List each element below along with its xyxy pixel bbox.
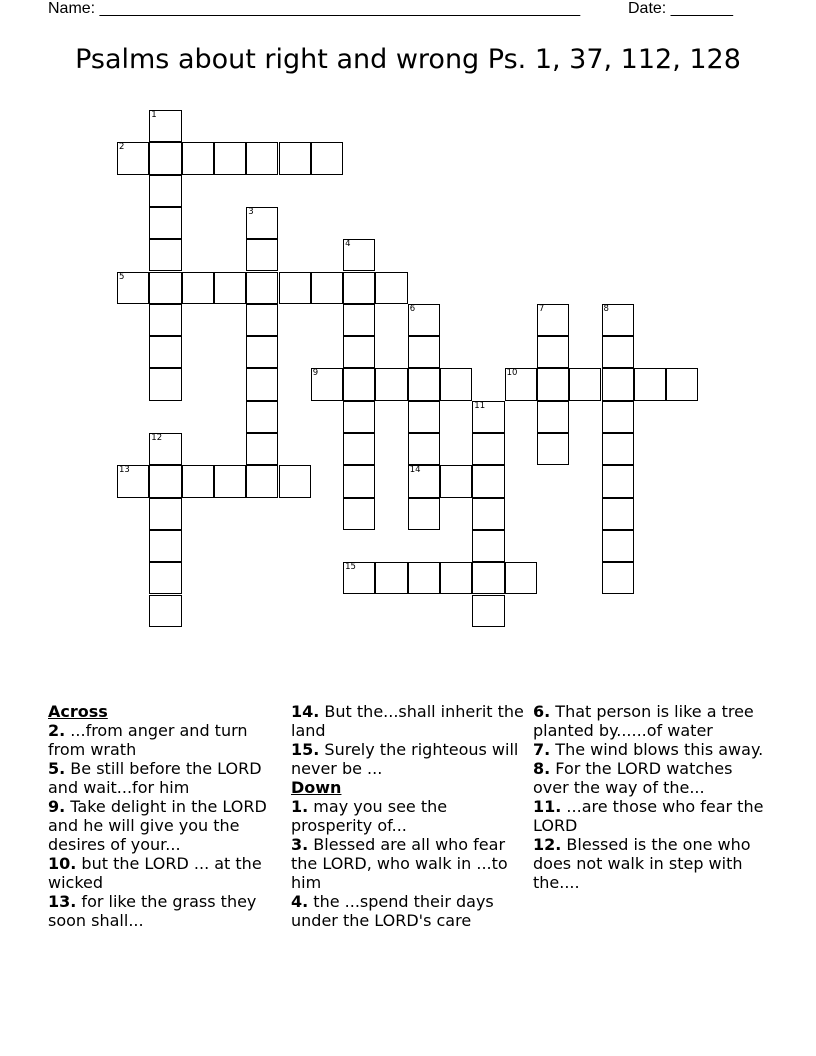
cell-number: 14 bbox=[409, 465, 421, 476]
clue-across-13: 13. for like the grass they soon shall... bbox=[48, 892, 257, 930]
clue-across-2: 2. ...from anger and turn from wrath bbox=[48, 721, 248, 759]
grid-cell[interactable] bbox=[602, 530, 634, 562]
cell-number: 7 bbox=[538, 303, 545, 314]
grid-cell[interactable] bbox=[149, 239, 181, 271]
cell-number: 15 bbox=[345, 562, 356, 573]
grid-cell[interactable] bbox=[246, 465, 278, 497]
grid-cell[interactable] bbox=[602, 368, 634, 400]
grid-cell[interactable] bbox=[117, 142, 149, 174]
grid-cell[interactable] bbox=[602, 433, 634, 465]
grid-cell[interactable] bbox=[246, 368, 278, 400]
grid-cell[interactable] bbox=[149, 175, 181, 207]
grid-cell[interactable] bbox=[440, 368, 472, 400]
grid-cell[interactable] bbox=[149, 304, 181, 336]
clue-column-1 bbox=[48, 702, 280, 930]
clue-down-8: 8. For the LORD watches over the way of the... bbox=[533, 759, 733, 797]
cell-number: 12 bbox=[151, 433, 163, 443]
grid-cell[interactable] bbox=[149, 110, 181, 142]
grid-cell[interactable] bbox=[375, 368, 407, 400]
clue-column-3 bbox=[533, 702, 773, 892]
grid-cell[interactable] bbox=[214, 142, 246, 174]
puzzle-title: Psalms about right and wrong Ps. 1, 37, 112, 128 bbox=[75, 44, 741, 75]
grid-cell[interactable] bbox=[505, 562, 537, 594]
cell-number: 11 bbox=[474, 400, 486, 411]
grid-cell[interactable] bbox=[602, 401, 634, 433]
grid-cell[interactable] bbox=[279, 465, 311, 497]
cell-number: 3 bbox=[248, 206, 254, 217]
grid-cell[interactable] bbox=[149, 530, 181, 562]
grid-cell[interactable] bbox=[440, 465, 472, 497]
grid-cell[interactable] bbox=[408, 336, 440, 368]
grid-cell[interactable] bbox=[343, 401, 375, 433]
grid-cell[interactable] bbox=[343, 336, 375, 368]
grid-cell[interactable] bbox=[343, 433, 375, 465]
grid-cell[interactable] bbox=[343, 562, 375, 594]
clue-across-10: 10. but the LORD ... at the wicked bbox=[48, 854, 262, 892]
grid-cell[interactable] bbox=[440, 562, 472, 594]
grid-cell[interactable] bbox=[149, 498, 181, 530]
grid-cell[interactable] bbox=[408, 498, 440, 530]
grid-cell[interactable] bbox=[408, 465, 440, 497]
grid-cell[interactable] bbox=[182, 142, 214, 174]
grid-cell[interactable] bbox=[149, 465, 181, 497]
cell-number: 5 bbox=[119, 271, 125, 282]
grid-cell[interactable] bbox=[634, 368, 666, 400]
grid-cell[interactable] bbox=[375, 562, 407, 594]
grid-cell[interactable] bbox=[537, 368, 569, 400]
clue-down-4: 4. the ...spend their days under the LORD's care bbox=[291, 892, 494, 930]
grid-cell[interactable] bbox=[408, 304, 440, 336]
grid-cell[interactable] bbox=[602, 465, 634, 497]
grid-cell[interactable] bbox=[343, 239, 375, 271]
grid-cell[interactable] bbox=[149, 368, 181, 400]
cell-number: 4 bbox=[345, 239, 351, 250]
cell-number: 6 bbox=[409, 303, 416, 314]
name-field-label[interactable]: Name: ______________________________________________________ bbox=[48, 0, 581, 17]
grid-cell[interactable] bbox=[602, 498, 634, 530]
clue-down-1: 1. may you see the prosperity of... bbox=[291, 797, 448, 835]
grid-cell[interactable] bbox=[537, 433, 569, 465]
grid-cell[interactable] bbox=[472, 562, 504, 594]
clue-column-2 bbox=[291, 702, 529, 930]
grid-cell[interactable] bbox=[311, 368, 343, 400]
clue-across-5: 5. Be still before the LORD and wait...for him bbox=[48, 759, 262, 797]
grid-cell[interactable] bbox=[472, 595, 504, 627]
grid-cell[interactable] bbox=[408, 433, 440, 465]
grid-cell[interactable] bbox=[311, 272, 343, 304]
header bbox=[48, 0, 748, 22]
grid-cell[interactable] bbox=[214, 465, 246, 497]
grid-cell[interactable] bbox=[343, 368, 375, 400]
grid-cell[interactable] bbox=[246, 336, 278, 368]
clue-across-9: 9. Take delight in the LORD and he will give you the desires of your... bbox=[48, 797, 267, 854]
grid-cell[interactable] bbox=[505, 368, 537, 400]
grid-cell[interactable] bbox=[182, 465, 214, 497]
grid-cell[interactable] bbox=[602, 336, 634, 368]
grid-cell[interactable] bbox=[311, 142, 343, 174]
grid-cell[interactable] bbox=[149, 142, 181, 174]
grid-cell[interactable] bbox=[117, 465, 149, 497]
grid-cell[interactable] bbox=[472, 433, 504, 465]
grid-cell[interactable] bbox=[408, 562, 440, 594]
clue-down-12: 12. Blessed is the one who does not walk in step with the.... bbox=[533, 835, 751, 892]
cell-number: 1 bbox=[151, 110, 157, 120]
cell-number: 13 bbox=[119, 465, 130, 476]
grid-cell[interactable] bbox=[343, 304, 375, 336]
date-field-label[interactable]: Date: _______ bbox=[628, 0, 733, 17]
grid-cell[interactable] bbox=[602, 562, 634, 594]
grid-cell[interactable] bbox=[117, 272, 149, 304]
grid-cell[interactable] bbox=[666, 368, 698, 400]
grid-cell[interactable] bbox=[472, 465, 504, 497]
grid-cell[interactable] bbox=[408, 368, 440, 400]
grid-cell[interactable] bbox=[149, 562, 181, 594]
grid-cell[interactable] bbox=[149, 207, 181, 239]
grid-cell[interactable] bbox=[149, 595, 181, 627]
grid-cell[interactable] bbox=[214, 272, 246, 304]
down-heading: Down bbox=[291, 778, 342, 797]
cell-number: 9 bbox=[312, 368, 319, 379]
grid-cell[interactable] bbox=[182, 272, 214, 304]
cell-number: 8 bbox=[603, 303, 609, 314]
grid-cell[interactable] bbox=[246, 142, 278, 174]
grid-cell[interactable] bbox=[408, 401, 440, 433]
grid-cell[interactable] bbox=[537, 401, 569, 433]
grid-cell[interactable] bbox=[149, 433, 181, 465]
grid-cell[interactable] bbox=[246, 401, 278, 433]
grid-cell[interactable] bbox=[537, 336, 569, 368]
clue-down-3: 3. Blessed are all who fear the LORD, who walk in ...to him bbox=[291, 835, 508, 892]
grid-cell[interactable] bbox=[569, 368, 601, 400]
grid-cell[interactable] bbox=[279, 272, 311, 304]
grid-cell[interactable] bbox=[375, 272, 407, 304]
across-heading: Across bbox=[48, 702, 108, 721]
grid-cell[interactable] bbox=[602, 304, 634, 336]
clue-across-15: 15. Surely the righteous will never be ... bbox=[291, 740, 519, 778]
grid-cell[interactable] bbox=[472, 401, 504, 433]
cell-number: 10 bbox=[506, 368, 518, 379]
grid-cell[interactable] bbox=[537, 304, 569, 336]
grid-cell[interactable] bbox=[246, 239, 278, 271]
grid-cell[interactable] bbox=[246, 272, 278, 304]
clue-down-6: 6. That person is like a tree planted by......of water bbox=[533, 702, 754, 740]
grid-cell[interactable] bbox=[149, 336, 181, 368]
grid-cell[interactable] bbox=[149, 272, 181, 304]
clue-down-11: 11. ...are those who fear the LORD bbox=[533, 797, 764, 835]
grid-cell[interactable] bbox=[343, 465, 375, 497]
grid-cell[interactable] bbox=[246, 433, 278, 465]
grid-cell[interactable] bbox=[343, 498, 375, 530]
clue-across-14: 14. But the...shall inherit the land bbox=[291, 702, 524, 740]
cell-number: 2 bbox=[119, 142, 125, 153]
grid-cell[interactable] bbox=[472, 530, 504, 562]
grid-cell[interactable] bbox=[472, 498, 504, 530]
clue-down-7: 7. The wind blows this away. bbox=[533, 740, 764, 759]
grid-cell[interactable] bbox=[246, 304, 278, 336]
grid-cell[interactable] bbox=[343, 272, 375, 304]
grid-cell[interactable] bbox=[246, 207, 278, 239]
grid-cell[interactable] bbox=[279, 142, 311, 174]
